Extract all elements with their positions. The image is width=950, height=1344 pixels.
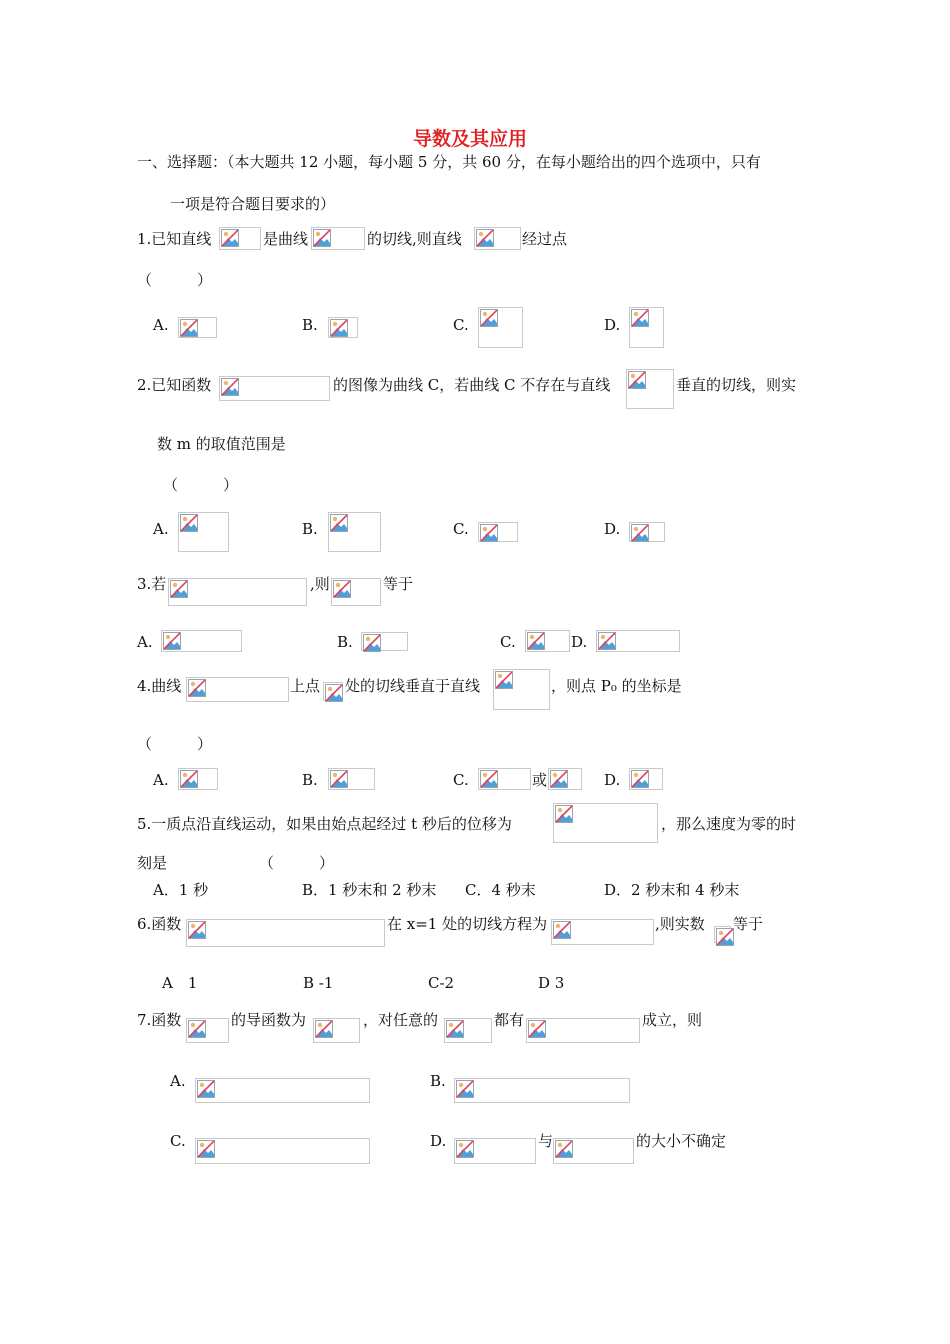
option-label: C. — [500, 633, 516, 651]
formula-image — [186, 919, 385, 947]
q1-text: 经过点 — [522, 230, 568, 248]
option-text: A．1 秒 — [153, 881, 209, 899]
q4-text: ，则点 P₀ 的坐标是 — [551, 677, 682, 695]
q7-text: 的导函数为 — [231, 1011, 307, 1029]
q4-text: 上点 — [290, 677, 321, 695]
option-label: D. — [604, 520, 621, 538]
option-image — [195, 1078, 370, 1103]
option-image — [478, 307, 523, 348]
option-image — [178, 317, 217, 338]
option-label: D. — [571, 633, 588, 651]
formula-image — [444, 1018, 492, 1043]
option-image — [478, 522, 518, 542]
option-image — [178, 512, 229, 552]
answer-paren: （ ） — [259, 854, 335, 872]
option-label: C. — [453, 316, 469, 334]
option-text: C-2 — [428, 974, 455, 992]
option-image — [629, 768, 663, 790]
option-text: D．2 秒末和 4 秒末 — [604, 881, 740, 899]
option-image — [328, 768, 375, 790]
q1-text: 的切线,则直线 — [367, 230, 462, 248]
q3-text: 等于 — [383, 575, 414, 593]
q6-text: 在 x=1 处的切线方程为 — [387, 915, 548, 933]
option-image — [548, 768, 582, 790]
option-label: B. — [337, 633, 353, 651]
option-label: A. — [137, 633, 153, 651]
section-instruction-line1: 一、选择题：（本大题共 12 小题，每小题 5 分，共 60 分，在每小题给出的四个选项中，只有 — [137, 153, 761, 171]
q5-text: 刻是 — [137, 854, 168, 872]
formula-image — [626, 369, 674, 409]
option-label: D. — [430, 1132, 447, 1150]
formula-image — [551, 919, 654, 945]
formula-image — [219, 376, 330, 401]
option-label: D. — [604, 316, 621, 334]
option-label: A. — [153, 771, 169, 789]
option-image — [178, 768, 218, 790]
option-image — [195, 1138, 370, 1164]
q5-text: ，那么速度为零的时 — [661, 815, 797, 833]
q5-text: 5.一质点沿直线运动，如果由始点起经过 t 秒后的位移为 — [137, 815, 512, 833]
q6-text: 6.函数 — [137, 915, 182, 933]
option-image — [328, 512, 381, 552]
formula-image — [186, 1018, 229, 1043]
q7-text: 成立，则 — [642, 1011, 703, 1029]
option-image — [454, 1138, 536, 1164]
option-image — [478, 768, 531, 790]
formula-image — [493, 669, 550, 710]
formula-image — [323, 682, 343, 701]
q1-text: 是曲线 — [263, 230, 309, 248]
q2-text: 的图像为曲线 C，若曲线 C 不存在与直线 — [333, 376, 611, 394]
q7-text: ，对任意的 — [363, 1011, 439, 1029]
formula-image — [474, 227, 521, 250]
option-text: C．4 秒末 — [465, 881, 536, 899]
option-image — [525, 630, 570, 652]
option-text: D 3 — [538, 974, 565, 992]
option-image — [361, 632, 408, 651]
option-label: B. — [302, 316, 318, 334]
page-title: 导数及其应用 — [413, 128, 528, 150]
q6-text: ,则实数 — [655, 915, 705, 933]
with-text: 与 — [538, 1132, 554, 1150]
option-image — [629, 522, 665, 542]
section-instruction-line2: 一项是符合题目要求的） — [170, 195, 336, 213]
or-text: 或 — [532, 771, 548, 789]
q3-text: ,则 — [310, 575, 330, 593]
option-image — [161, 630, 242, 652]
q4-text: 4.曲线 — [137, 677, 182, 695]
q2-text: 数 m 的取值范围是 — [157, 435, 286, 453]
q7-tail-text: 的大小不确定 — [636, 1132, 727, 1150]
q2-text: 垂直的切线，则实 — [676, 376, 797, 394]
q7-text: 7.函数 — [137, 1011, 182, 1029]
option-text: B．1 秒末和 2 秒末 — [302, 881, 437, 899]
formula-image — [553, 803, 658, 843]
formula-image — [313, 1018, 360, 1043]
q2-text: 2.已知函数 — [137, 376, 212, 394]
option-label: A. — [170, 1072, 186, 1090]
option-text: A 1 — [162, 974, 198, 992]
option-label: C. — [453, 520, 469, 538]
formula-image — [331, 578, 381, 606]
option-label: C. — [170, 1132, 186, 1150]
formula-image — [168, 578, 307, 606]
q1-text: 1.已知直线 — [137, 230, 212, 248]
answer-paren: （ ） — [137, 735, 213, 753]
q6-text: 等于 — [733, 915, 764, 933]
option-text: B -1 — [303, 974, 334, 992]
option-image — [454, 1078, 630, 1103]
option-image — [629, 307, 664, 348]
option-label: B. — [302, 771, 318, 789]
q4-text: 处的切线垂直于直线 — [345, 677, 481, 695]
formula-image — [219, 227, 261, 250]
option-label: A. — [153, 316, 169, 334]
option-image — [596, 630, 680, 652]
option-label: D. — [604, 771, 621, 789]
option-label: B. — [302, 520, 318, 538]
option-label: C. — [453, 771, 469, 789]
q7-text: 都有 — [494, 1011, 525, 1029]
formula-image — [714, 926, 731, 943]
option-image — [553, 1138, 634, 1164]
answer-paren: （ ） — [137, 271, 213, 289]
answer-paren: （ ） — [163, 476, 239, 494]
formula-image — [311, 227, 365, 250]
option-image — [328, 317, 358, 338]
option-label: A. — [153, 520, 169, 538]
q3-text: 3.若 — [137, 575, 167, 593]
formula-image — [186, 677, 289, 702]
formula-image — [526, 1018, 640, 1043]
option-label: B. — [430, 1072, 446, 1090]
